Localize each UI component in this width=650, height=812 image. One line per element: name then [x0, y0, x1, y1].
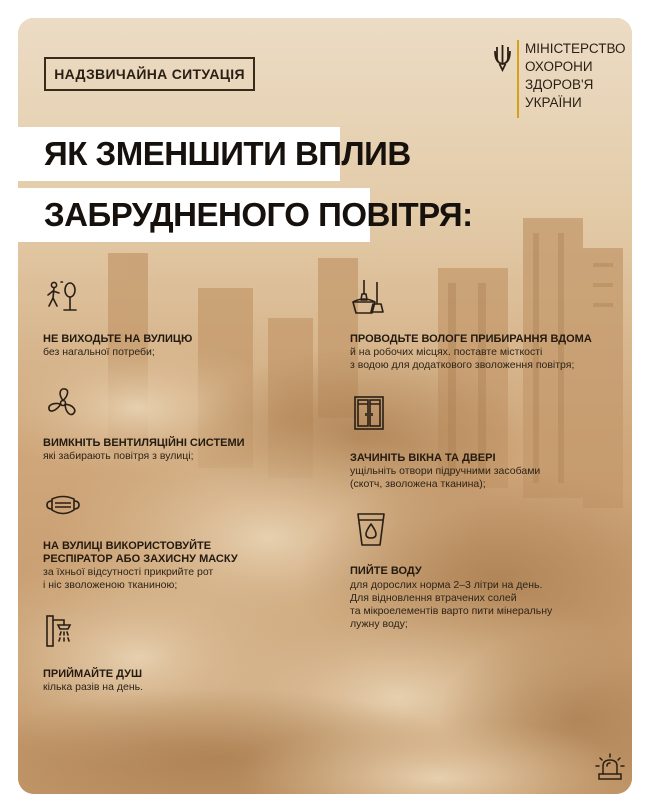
ministry-line: МІНІСТЕРСТВО: [525, 41, 626, 56]
page-title-line-1: ЯК ЗМЕНШИТИ ВПЛИВ: [18, 127, 340, 181]
emergency-badge: НАДЗВИЧАЙНА СИТУАЦІЯ: [44, 57, 255, 91]
tip-heading: НА ВУЛИЦІ ВИКОРИСТОВУЙТЕ: [43, 540, 212, 552]
tip-text: за їхньої відсутності прикрийте рот: [43, 566, 214, 578]
ventilation-fan-icon: [44, 384, 82, 422]
ministry-name: [525, 40, 626, 112]
ministry-line: ЗДОРОВ'Я: [525, 77, 594, 92]
siren-icon: [594, 752, 626, 782]
logo-divider: [517, 40, 519, 118]
tip-heading: НЕ ВИХОДЬТЕ НА ВУЛИЦЮ: [43, 333, 193, 345]
tip-text: для дорослих норма 2–3 літри на день.: [350, 579, 543, 591]
shower-icon: [42, 612, 80, 650]
tip-heading: ПИЙТЕ ВОДУ: [350, 565, 422, 577]
tip-text: з водою для додаткового зволоження повітря;: [350, 359, 575, 371]
mop-bucket-icon: [350, 278, 388, 316]
tip-heading: ПРИЙМАЙТЕ ДУШ: [43, 668, 143, 680]
tip-text: (скотч, зволожена тканина);: [350, 478, 486, 490]
tip-text: які забирають повітря з вулиці;: [43, 450, 194, 462]
tip-text: лужну воду;: [350, 618, 408, 630]
glass-of-water-icon: [352, 510, 390, 548]
tip-heading: РЕСПІРАТОР АБО ЗАХИСНУ МАСКУ: [43, 553, 238, 565]
tip-text: без нагальної потреби;: [43, 346, 155, 358]
face-mask-icon: [44, 486, 82, 524]
ministry-line: УКРАЇНИ: [525, 95, 582, 110]
tip-heading: ВИМКНІТЬ ВЕНТИЛЯЦІЙНІ СИСТЕМИ: [43, 437, 245, 449]
tip-text: Для відновлення втрачених солей: [350, 592, 517, 604]
ministry-line: ОХОРОНИ: [525, 59, 593, 74]
ministry-logo: [494, 40, 624, 120]
window-icon: [350, 394, 388, 432]
tip-text: ущільніть отвори підручними засобами: [350, 465, 541, 477]
tip-heading: ЗАЧИНІТЬ ВІКНА ТА ДВЕРІ: [350, 452, 496, 464]
tip-text: та мікроелементів варто пити мінеральну: [350, 605, 553, 617]
trident-icon: [494, 44, 511, 72]
tip-text: і ніс зволоженою тканиною;: [43, 579, 178, 591]
tip-text: й на робочих місцях. поставте місткості: [350, 346, 543, 358]
page-title-line-2: ЗАБРУДНЕНОГО ПОВІТРЯ:: [18, 188, 370, 242]
tip-heading: ПРОВОДЬТЕ ВОЛОГЕ ПРИБИРАННЯ ВДОМА: [350, 333, 592, 345]
person-walking-outside-icon: [42, 278, 80, 316]
tip-text: кілька разів на день.: [43, 681, 144, 693]
